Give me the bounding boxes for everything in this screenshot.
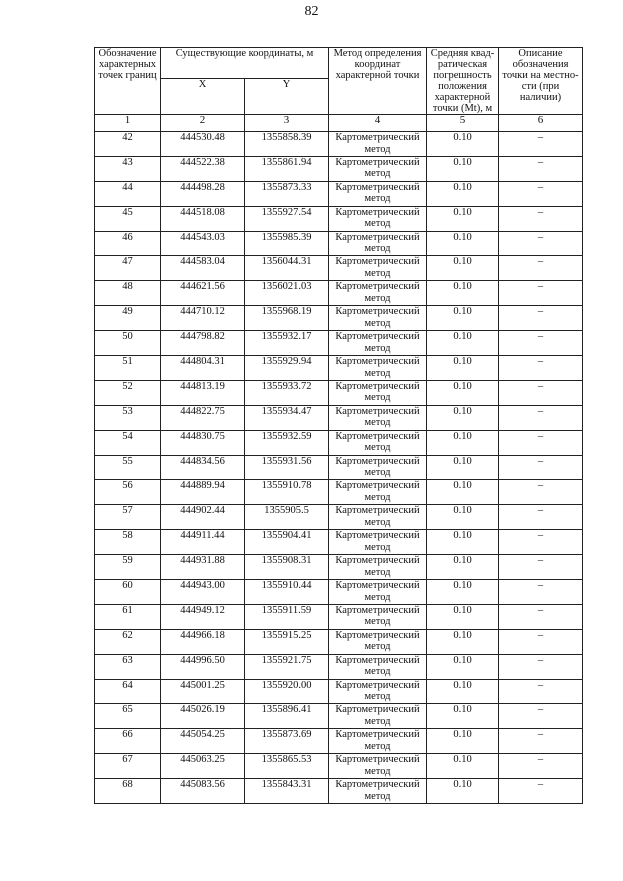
cell-point-number: 56 [95, 480, 161, 505]
table-row [95, 455, 583, 480]
cell-method: Картометрический метод [329, 156, 427, 181]
cell-coord-y: 1355931.56 [245, 455, 329, 480]
cell-description: – [499, 555, 583, 580]
cell-accuracy: 0.10 [427, 306, 499, 331]
cell-description: – [499, 181, 583, 206]
cell-coord-y: 1355865.53 [245, 754, 329, 779]
cell-method: Картометрический метод [329, 754, 427, 779]
table-row [95, 729, 583, 754]
cell-coord-y: 1355873.69 [245, 729, 329, 754]
cell-coord-x: 444889.94 [161, 480, 245, 505]
cell-accuracy: 0.10 [427, 555, 499, 580]
column-number: 3 [245, 115, 329, 132]
cell-method: Картометрический метод [329, 132, 427, 157]
table-row [95, 331, 583, 356]
table-row [95, 555, 583, 580]
cell-coord-x: 444949.12 [161, 604, 245, 629]
table-row [95, 654, 583, 679]
cell-coord-y: 1355985.39 [245, 231, 329, 256]
cell-coord-x: 444834.56 [161, 455, 245, 480]
table-row [95, 306, 583, 331]
table-row [95, 704, 583, 729]
cell-coord-x: 444710.12 [161, 306, 245, 331]
table-row [95, 256, 583, 281]
cell-accuracy: 0.10 [427, 156, 499, 181]
cell-description: – [499, 356, 583, 381]
cell-coord-x: 444518.08 [161, 206, 245, 231]
cell-accuracy: 0.10 [427, 231, 499, 256]
table-row [95, 181, 583, 206]
cell-method: Картометрический метод [329, 679, 427, 704]
cell-point-number: 43 [95, 156, 161, 181]
cell-coord-y: 1355911.59 [245, 604, 329, 629]
cell-coord-x: 444798.82 [161, 331, 245, 356]
cell-coord-x: 444911.44 [161, 530, 245, 555]
cell-accuracy: 0.10 [427, 132, 499, 157]
cell-accuracy: 0.10 [427, 779, 499, 804]
cell-coord-x: 444621.56 [161, 281, 245, 306]
cell-method: Картометрический метод [329, 306, 427, 331]
table-row [95, 231, 583, 256]
cell-description: – [499, 405, 583, 430]
cell-method: Картометрический метод [329, 580, 427, 605]
cell-coord-y: 1355968.19 [245, 306, 329, 331]
cell-coord-x: 444583.04 [161, 256, 245, 281]
cell-point-number: 61 [95, 604, 161, 629]
cell-point-number: 58 [95, 530, 161, 555]
cell-coord-x: 444943.00 [161, 580, 245, 605]
cell-accuracy: 0.10 [427, 729, 499, 754]
cell-accuracy: 0.10 [427, 256, 499, 281]
cell-point-number: 53 [95, 405, 161, 430]
cell-method: Картометрический метод [329, 181, 427, 206]
cell-method: Картометрический метод [329, 629, 427, 654]
cell-coord-y: 1355921.75 [245, 654, 329, 679]
cell-description: – [499, 704, 583, 729]
cell-coord-x: 444996.50 [161, 654, 245, 679]
cell-coord-y: 1355934.47 [245, 405, 329, 430]
cell-description: – [499, 679, 583, 704]
cell-coord-y: 1355932.59 [245, 430, 329, 455]
cell-coord-x: 444966.18 [161, 629, 245, 654]
cell-point-number: 57 [95, 505, 161, 530]
cell-accuracy: 0.10 [427, 530, 499, 555]
cell-point-number: 66 [95, 729, 161, 754]
cell-method: Картометрический метод [329, 604, 427, 629]
cell-coord-y: 1355896.41 [245, 704, 329, 729]
cell-description: – [499, 231, 583, 256]
cell-accuracy: 0.10 [427, 654, 499, 679]
cell-description: – [499, 530, 583, 555]
cell-point-number: 62 [95, 629, 161, 654]
cell-coord-x: 444830.75 [161, 430, 245, 455]
cell-method: Картометрический метод [329, 430, 427, 455]
cell-accuracy: 0.10 [427, 505, 499, 530]
header-method: Метод определения координат характерной точки [329, 48, 427, 115]
table-row [95, 779, 583, 804]
header-point-designation: Обозначение характерных точек границ [95, 48, 161, 115]
cell-coord-x: 445083.56 [161, 779, 245, 804]
cell-coord-x: 444530.48 [161, 132, 245, 157]
cell-accuracy: 0.10 [427, 430, 499, 455]
cell-accuracy: 0.10 [427, 331, 499, 356]
cell-description: – [499, 430, 583, 455]
cell-coord-x: 445063.25 [161, 754, 245, 779]
header-x: X [161, 79, 245, 115]
cell-method: Картометрический метод [329, 530, 427, 555]
cell-description: – [499, 604, 583, 629]
cell-point-number: 55 [95, 455, 161, 480]
boundary-points-table [94, 47, 583, 804]
cell-accuracy: 0.10 [427, 181, 499, 206]
cell-coord-y: 1355929.94 [245, 356, 329, 381]
cell-description: – [499, 779, 583, 804]
cell-description: – [499, 629, 583, 654]
cell-method: Картометрический метод [329, 281, 427, 306]
cell-coord-x: 444522.38 [161, 156, 245, 181]
cell-description: – [499, 206, 583, 231]
cell-method: Картометрический метод [329, 779, 427, 804]
cell-coord-y: 1355932.17 [245, 331, 329, 356]
cell-point-number: 59 [95, 555, 161, 580]
table-row [95, 505, 583, 530]
cell-description: – [499, 729, 583, 754]
table-row [95, 754, 583, 779]
cell-point-number: 67 [95, 754, 161, 779]
cell-coord-x: 444931.88 [161, 555, 245, 580]
cell-method: Картометрический метод [329, 206, 427, 231]
table-row [95, 281, 583, 306]
cell-description: – [499, 132, 583, 157]
cell-point-number: 42 [95, 132, 161, 157]
cell-point-number: 44 [95, 181, 161, 206]
column-number: 4 [329, 115, 427, 132]
cell-description: – [499, 281, 583, 306]
cell-description: – [499, 156, 583, 181]
cell-method: Картометрический метод [329, 380, 427, 405]
column-number: 5 [427, 115, 499, 132]
table-row [95, 405, 583, 430]
header-existing-coordinates: Существующие координаты, м [161, 48, 329, 79]
cell-description: – [499, 306, 583, 331]
cell-accuracy: 0.10 [427, 580, 499, 605]
cell-method: Картометрический метод [329, 654, 427, 679]
cell-coord-x: 444498.28 [161, 181, 245, 206]
cell-coord-x: 444902.44 [161, 505, 245, 530]
cell-coord-y: 1355908.31 [245, 555, 329, 580]
cell-accuracy: 0.10 [427, 356, 499, 381]
cell-method: Картометрический метод [329, 704, 427, 729]
cell-method: Картометрический метод [329, 231, 427, 256]
cell-description: – [499, 580, 583, 605]
cell-coord-y: 1355861.94 [245, 156, 329, 181]
table-row [95, 530, 583, 555]
cell-point-number: 64 [95, 679, 161, 704]
cell-coord-y: 1355915.25 [245, 629, 329, 654]
cell-point-number: 49 [95, 306, 161, 331]
cell-point-number: 65 [95, 704, 161, 729]
cell-coord-y: 1355933.72 [245, 380, 329, 405]
cell-method: Картометрический метод [329, 555, 427, 580]
cell-description: – [499, 754, 583, 779]
cell-coord-y: 1355873.33 [245, 181, 329, 206]
cell-description: – [499, 455, 583, 480]
cell-method: Картометрический метод [329, 405, 427, 430]
cell-coord-y: 1355904.41 [245, 530, 329, 555]
cell-description: – [499, 331, 583, 356]
table-row [95, 156, 583, 181]
cell-coord-x: 444813.19 [161, 380, 245, 405]
cell-coord-x: 445026.19 [161, 704, 245, 729]
cell-point-number: 48 [95, 281, 161, 306]
cell-method: Картометрический метод [329, 455, 427, 480]
header-accuracy: Средняя квад-ратическая погрешность положения характерной точки (Mt), м [427, 48, 499, 115]
cell-accuracy: 0.10 [427, 281, 499, 306]
cell-description: – [499, 654, 583, 679]
cell-point-number: 52 [95, 380, 161, 405]
header-description: Описание обозначения точки на местно-сти (при наличии) [499, 48, 583, 115]
cell-coord-x: 445001.25 [161, 679, 245, 704]
column-number: 2 [161, 115, 245, 132]
cell-coord-x: 444543.03 [161, 231, 245, 256]
cell-coord-y: 1355858.39 [245, 132, 329, 157]
cell-accuracy: 0.10 [427, 206, 499, 231]
cell-point-number: 54 [95, 430, 161, 455]
cell-description: – [499, 380, 583, 405]
cell-description: – [499, 480, 583, 505]
cell-coord-y: 1355843.31 [245, 779, 329, 804]
cell-coord-x: 445054.25 [161, 729, 245, 754]
cell-method: Картометрический метод [329, 256, 427, 281]
table-row [95, 380, 583, 405]
table-row [95, 480, 583, 505]
cell-description: – [499, 505, 583, 530]
cell-point-number: 63 [95, 654, 161, 679]
cell-coord-y: 1355905.5 [245, 505, 329, 530]
cell-coord-y: 1355920.00 [245, 679, 329, 704]
cell-description: – [499, 256, 583, 281]
cell-point-number: 50 [95, 331, 161, 356]
column-number: 1 [95, 115, 161, 132]
cell-method: Картометрический метод [329, 356, 427, 381]
cell-point-number: 68 [95, 779, 161, 804]
cell-method: Картометрический метод [329, 331, 427, 356]
cell-accuracy: 0.10 [427, 704, 499, 729]
cell-coord-x: 444804.31 [161, 356, 245, 381]
column-number: 6 [499, 115, 583, 132]
cell-point-number: 60 [95, 580, 161, 605]
cell-point-number: 46 [95, 231, 161, 256]
table-row [95, 679, 583, 704]
cell-coord-y: 1356021.03 [245, 281, 329, 306]
cell-method: Картометрический метод [329, 480, 427, 505]
header-y: Y [245, 79, 329, 115]
cell-coord-y: 1356044.31 [245, 256, 329, 281]
cell-accuracy: 0.10 [427, 380, 499, 405]
cell-point-number: 51 [95, 356, 161, 381]
cell-accuracy: 0.10 [427, 754, 499, 779]
table-body [95, 132, 583, 804]
cell-coord-y: 1355910.78 [245, 480, 329, 505]
cell-accuracy: 0.10 [427, 604, 499, 629]
table-row [95, 430, 583, 455]
cell-point-number: 47 [95, 256, 161, 281]
cell-method: Картометрический метод [329, 729, 427, 754]
cell-accuracy: 0.10 [427, 405, 499, 430]
page-number: 82 [304, 4, 319, 19]
cell-point-number: 45 [95, 206, 161, 231]
cell-accuracy: 0.10 [427, 629, 499, 654]
table-row [95, 580, 583, 605]
table-row [95, 356, 583, 381]
cell-coord-y: 1355910.44 [245, 580, 329, 605]
table-row [95, 604, 583, 629]
table-row [95, 629, 583, 654]
cell-coord-y: 1355927.54 [245, 206, 329, 231]
cell-accuracy: 0.10 [427, 480, 499, 505]
cell-method: Картометрический метод [329, 505, 427, 530]
cell-coord-x: 444822.75 [161, 405, 245, 430]
cell-accuracy: 0.10 [427, 679, 499, 704]
cell-accuracy: 0.10 [427, 455, 499, 480]
table-row [95, 132, 583, 157]
table-row [95, 206, 583, 231]
